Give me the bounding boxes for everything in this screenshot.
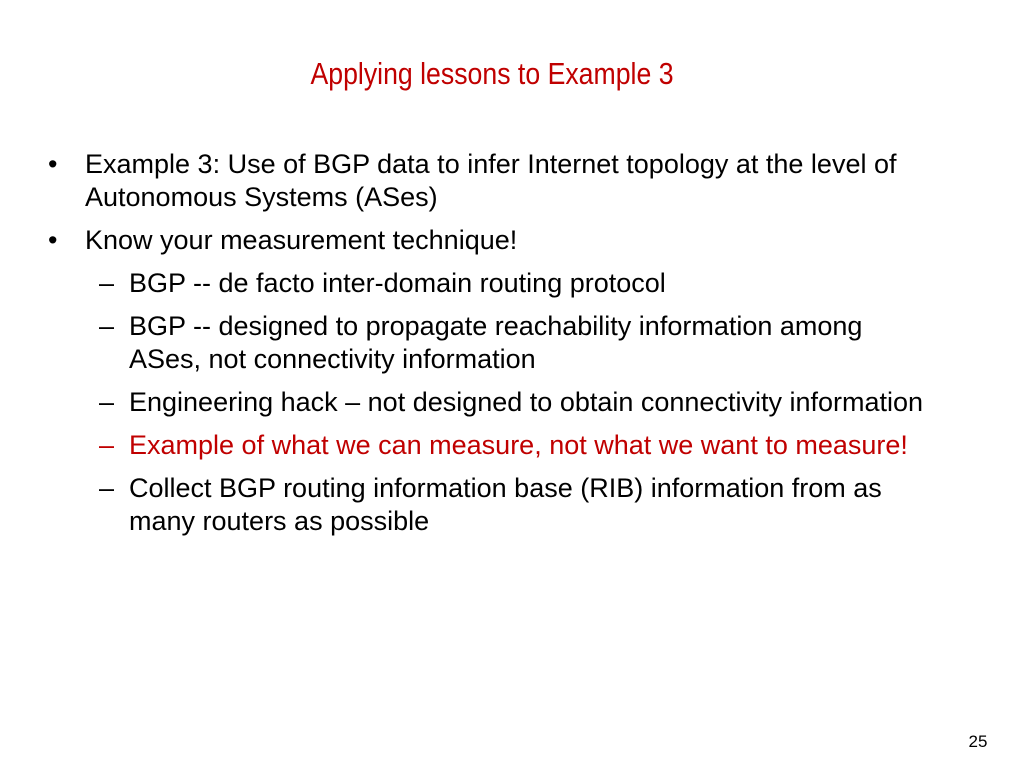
page-number: 25 — [968, 732, 988, 751]
sub-bullet-marker: – — [99, 311, 115, 341]
sub-bullet-marker: – — [99, 473, 115, 503]
bullet-item — [0, 148, 955, 214]
sub-bullet-item — [0, 472, 929, 538]
bullet-marker: • — [48, 225, 58, 255]
sub-bullet-text: Collect BGP routing information base (RIB) information from as many routers as possible — [129, 473, 882, 536]
sub-bullet-text: BGP -- de facto inter-domain routing protocol — [129, 268, 666, 298]
sub-bullet-item-highlighted — [0, 429, 929, 462]
bullet-item — [0, 224, 955, 257]
sub-bullet-text: Engineering hack – not designed to obtain connectivity information — [129, 387, 924, 417]
sub-bullet-text: BGP -- designed to propagate reachability information among ASes, not connectivity information — [129, 311, 863, 374]
sub-bullet-marker: – — [99, 268, 115, 298]
sub-bullet-marker: – — [99, 430, 115, 460]
slide-title: Applying lessons to Example 3 — [310, 56, 674, 91]
bullet-list — [0, 148, 1024, 548]
bullet-text: Example 3: Use of BGP data to infer Internet topology at the level of Autonomous Systems (ASes) — [85, 149, 897, 212]
sub-bullet-marker: – — [99, 387, 115, 417]
sub-bullet-text: Example of what we can measure, not what we want to measure! — [129, 430, 908, 460]
sub-bullet-item — [0, 310, 929, 376]
sub-bullet-item — [0, 267, 929, 300]
bullet-text: Know your measurement technique! — [85, 225, 518, 255]
sub-bullet-item — [0, 386, 929, 419]
bullet-marker: • — [48, 149, 58, 179]
